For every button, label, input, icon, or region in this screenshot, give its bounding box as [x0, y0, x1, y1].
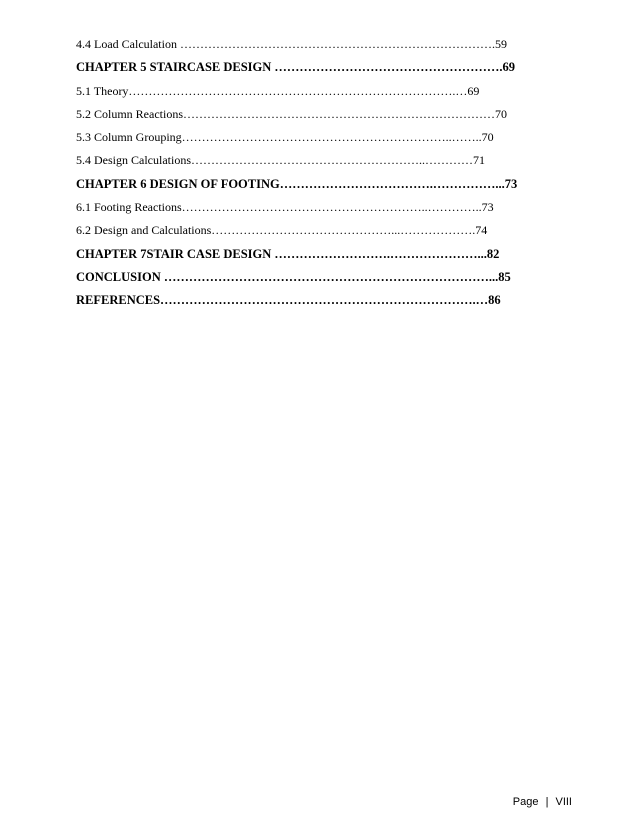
toc-entry-4-4: 4.4 Load Calculation …………………………………………………………………….59 [76, 37, 507, 51]
toc-entry-chapter-7: CHAPTER 7STAIR CASE DESIGN ……………………….…………………...82 [76, 246, 500, 261]
page-number: VIII [555, 796, 572, 808]
footer-separator: | [545, 796, 549, 808]
toc-entry-6-2: 6.2 Design and Calculations………………………………………...……………….74 [76, 223, 488, 238]
toc-entry-conclusion: CONCLUSION ……………………………………………………………………...85 [76, 269, 511, 284]
toc-entry-chapter-6: CHAPTER 6 DESIGN OF FOOTING……………………………….……………...73 [76, 176, 518, 191]
table-of-contents [76, 33, 546, 313]
toc-entry-6-1: 6.1 Footing Reactions……………………………………………………..…………..73 [76, 200, 494, 215]
toc-entry-5-1: 5.1 Theory……………………………………………………………………….…69 [76, 83, 480, 98]
toc-entry-5-3: 5.3 Column Grouping…………………………………………………………..……..70 [76, 130, 494, 145]
toc-entry-5-2: 5.2 Column Reactions……………………………………………………………………70 [76, 106, 507, 121]
page-footer [513, 796, 572, 808]
toc-entry-chapter-5: CHAPTER 5 STAIRCASE DESIGN ……………………………………………….69 [76, 60, 516, 75]
toc-entry-5-4: 5.4 Design Calculations…………………………………………………..…………71 [76, 153, 485, 168]
page-label: Page [512, 796, 539, 808]
toc-entry-references: REFERENCES………………………………………………………………….…86 [76, 293, 501, 308]
